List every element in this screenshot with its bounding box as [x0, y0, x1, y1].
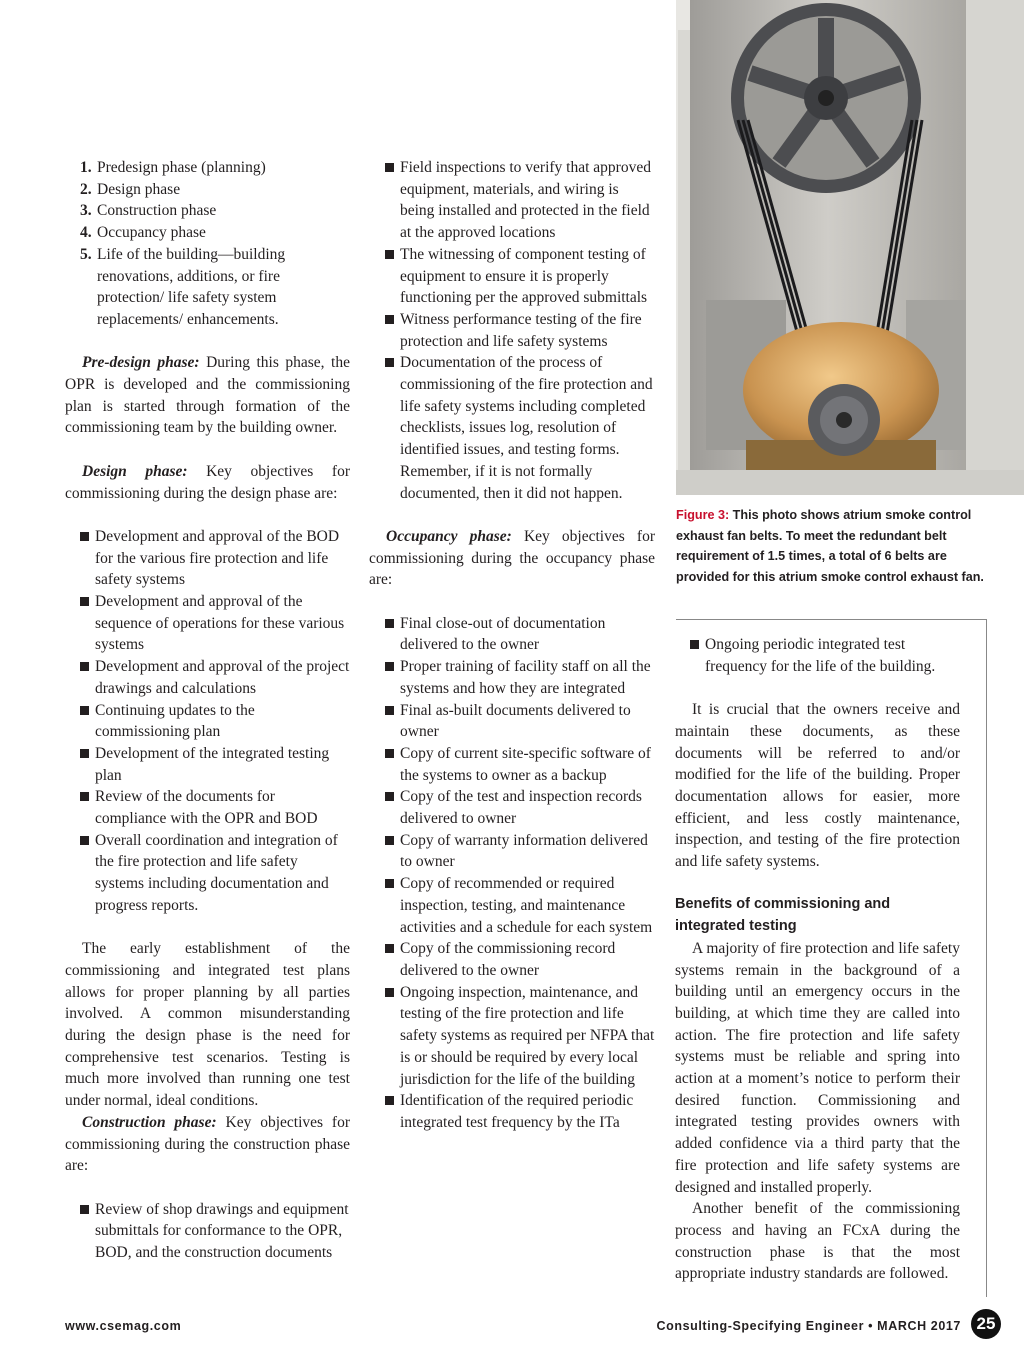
fan-belt-illustration — [676, 0, 1024, 495]
phase-item — [80, 200, 350, 222]
occupancy-objectives-list — [369, 613, 655, 1134]
phase-list — [65, 157, 350, 331]
phase-text: Occupancy phase — [97, 224, 206, 242]
column-3 — [675, 634, 960, 1285]
phase-number: 5. — [80, 245, 92, 263]
column-rule — [986, 619, 987, 1297]
list-item: Copy of current site-specific software of the systems to owner as a backup — [400, 743, 655, 786]
figure-caption-text: This photo shows atrium smoke control exhaust fan belts. To meet the redundant belt requirement of 1.5 times, a total of 6 belts are provided for this atrium smoke control exhaust fan. — [676, 508, 984, 584]
list-item: Field inspections to verify that approved equipment, materials, and wiring is being installed and protected in the field at the approved locations — [400, 157, 655, 244]
construction-objectives-list — [65, 1199, 350, 1264]
list-item: Identification of the required periodic integrated test frequency by the ITa — [400, 1090, 655, 1133]
phase-number: 4. — [80, 224, 92, 242]
phase-text: Life of the building—building renovations, additions, or fire protection/ life safety system replacements/ enhancements. — [97, 245, 286, 328]
list-item: Continuing updates to the commissioning plan — [95, 700, 350, 743]
predesign-paragraph — [65, 352, 350, 439]
list-item: Witness performance testing of the fire protection and life safety systems — [400, 309, 655, 352]
list-item: Copy of recommended or required inspection, testing, and maintenance activities and a schedule for each system — [400, 873, 655, 938]
phase-text: Predesign phase (planning) — [97, 159, 266, 176]
construction-text: Key objectives for commissioning during the construction phase are: — [65, 1113, 350, 1175]
list-item: Development of the integrated testing plan — [95, 743, 350, 786]
predesign-label: Pre-design phase: — [82, 354, 200, 372]
list-item: Final as-built documents delivered to owner — [400, 700, 655, 743]
list-item: Documentation of the process of commissioning of the fire protection and life safety systems including completed checklists, issues log, resolution of identified issues, and testing forms. Remember, if it is not formally documented, then it did not happen. — [400, 352, 655, 504]
list-item: Proper training of facility staff on all the systems and how they are integrated — [400, 656, 655, 699]
list-item: Final close-out of documentation delivered to the owner — [400, 613, 655, 656]
list-item: Development and approval of the project drawings and calculations — [95, 656, 350, 699]
page-number-badge: 25 — [971, 1309, 1001, 1339]
footer-url: www.csemag.com — [65, 1319, 182, 1333]
figure-label: Figure 3: — [676, 508, 730, 522]
phase-item — [80, 244, 350, 331]
occupancy-text: Key objectives for commissioning during the occupancy phase are: — [369, 527, 655, 589]
design-paragraph — [65, 461, 350, 504]
column-2 — [369, 157, 655, 1134]
phase-item — [80, 157, 350, 179]
occupancy-objectives-list-cont — [675, 634, 960, 677]
caption-divider — [676, 619, 986, 620]
phase-item — [80, 222, 350, 244]
list-item: Copy of warranty information delivered to owner — [400, 830, 655, 873]
list-item: The witnessing of component testing of equipment to ensure it is properly functioning per the approved submittals — [400, 244, 655, 309]
another-benefit-paragraph: Another benefit of the commissioning process and having an FCxA during the construction phase is that the most appropriate industry standards are followed. — [675, 1200, 960, 1283]
footer-publication: Consulting-Specifying Engineer • MARCH 2017 — [656, 1319, 961, 1333]
occupancy-label: Occupancy phase: — [386, 527, 512, 545]
figure-caption — [676, 505, 986, 587]
benefits-heading: Benefits of commissioning and integrated testing — [675, 896, 891, 935]
phase-text: Design phase — [97, 180, 181, 198]
list-item: Review of the documents for compliance with the OPR and BOD — [95, 786, 350, 829]
construction-objectives-list-cont — [369, 157, 655, 504]
list-item: Development and approval of the sequence of operations for these various systems — [95, 591, 350, 656]
construction-paragraph — [65, 1112, 350, 1177]
list-item: Ongoing inspection, maintenance, and testing of the fire protection and life safety systems as required per NFPA that is or should be required by every local jurisdiction for the life of the building — [400, 982, 655, 1091]
list-item: Copy of the commissioning record delivered to the owner — [400, 938, 655, 981]
predesign-text: During this phase, the OPR is developed and the commissioning plan is started through formation of the commissioning team by the building owner. — [65, 354, 350, 437]
column-1 — [65, 157, 350, 1264]
list-item: Ongoing periodic integrated test frequency for the life of the building. — [705, 634, 960, 677]
list-item: Review of shop drawings and equipment submittals for conformance to the OPR, BOD, and the construction documents — [95, 1199, 350, 1264]
early-establishment-paragraph: The early establishment of the commissioning and integrated test plans allows for proper planning by all parties involved. A common misunderstanding during the design phase is the need for comprehensive test scenarios. Testing is much more involved than running one test under normal, ideal conditions. — [65, 940, 350, 1110]
phase-number: 3. — [80, 202, 92, 220]
design-text: Key objectives for commissioning during the design phase are: — [65, 462, 350, 502]
majority-paragraph: A majority of fire protection and life safety systems remain in the background of a building until an emergency occurs in the building, at which time they are called into action. The fire protection and life safety systems must be reliable and spring into action at a moment’s notice to perform their desired function. Commissioning and integrated testing provides owners with added confidence via a third party that the fire protection and life safety systems are designed and installed properly. — [675, 939, 960, 1196]
list-item: Copy of the test and inspection records delivered to owner — [400, 786, 655, 829]
phase-number: 1. — [80, 159, 92, 176]
phase-item — [80, 179, 350, 201]
phase-text: Construction phase — [97, 202, 217, 220]
list-item: Development and approval of the BOD for the various fire protection and life safety systems — [95, 526, 350, 591]
occupancy-paragraph — [369, 526, 655, 591]
design-label: Design phase: — [82, 462, 188, 480]
design-objectives-list — [65, 526, 350, 917]
crucial-paragraph: It is crucial that the owners receive and maintain these documents, as these documents will be referred to and/or modified for the life of the building. Proper documentation allows for easier, more efficient, and less costly maintenance, inspection, and testing of the fire protection and life safety systems. — [675, 701, 960, 871]
list-item: Overall coordination and integration of the fire protection and life safety systems including documentation and progress reports. — [95, 830, 350, 917]
construction-label: Construction phase: — [82, 1113, 217, 1131]
figure-3-photo — [676, 0, 1024, 495]
phase-number: 2. — [80, 180, 92, 198]
